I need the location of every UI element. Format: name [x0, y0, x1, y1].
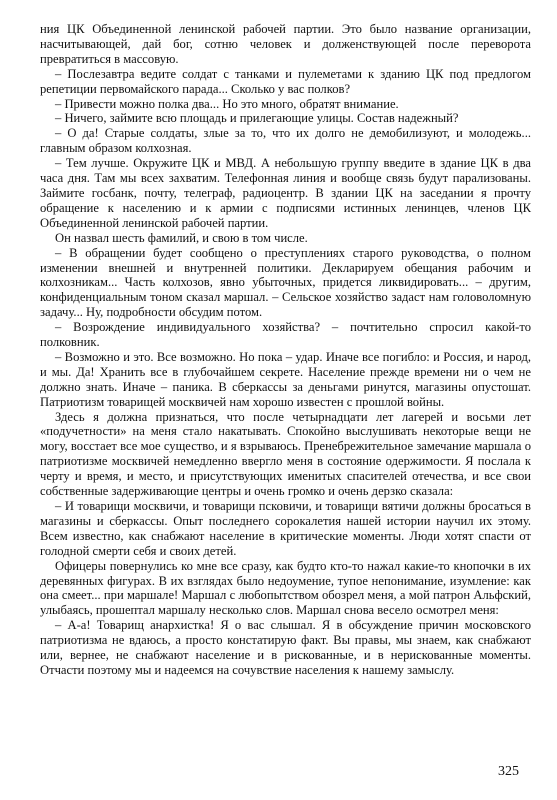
paragraph: – Послезавтра ведите солдат с танками и пулеметами к зданию ЦК под предлогом репетиции первомайского парада... Сколько у вас полков? — [40, 66, 531, 96]
paragraph: Он назвал шесть фамилий, и свою в том числе. — [55, 230, 308, 245]
paragraph: – В обращении будет сообщено о преступлениях старого руководства, о полном изменении внешней и внутренней политики. Декларируем обещания рабочим и колхозникам... Часть колхозов, явно убыточных, придется ликвидировать... – другим, конфиденциальным тоном сказал маршал. – Сельское хозяйство задаст нам головоломную задачу... Ну, подробности обсудим потом. — [40, 245, 531, 320]
page-number: 325 — [498, 764, 519, 779]
paragraph: Здесь я должна признаться, что после четырнадцати лет лагерей и восьми лет «подучетности» на меня стало накатывать. Спокойно выслушивать некоторые вещи не могу, восстает все мое существо, и я взрываюсь. Пренебрежительное замечание маршала о патриотизме москвичей немедленно ввергло меня в состояние одержимости. Я послала к черту и время, и место, и присутствующих именитых спасителей отечества, и все свои собственные задерживающие центры и очень громко и очень дерзко сказала: — [40, 409, 531, 499]
paragraph: – А-а! Товарищ анархистка! Я о вас слышал. Я в обсуждение причин московского патриотизма не вдаюсь, а просто констатирую факт. Вы правы, мы знаем, как снабжают или, вернее, не снабжают население и в рискованные, и в нерискованные моменты. Отчасти поэтому мы и надеемся на сочувствие населения к нашему замыслу. — [40, 618, 531, 677]
paragraph: ния ЦК Объединенной ленинской рабочей партии. Это было название организации, насчитывающей, дай бог, сотню человек и долженствующей после переворота превратиться в массовую. — [40, 22, 531, 66]
paragraph: – О да! Старые солдаты, злые за то, что их долго не демобилизуют, и молодежь... главным образом колхозная. — [40, 126, 531, 156]
paragraph: – И товарищи москвичи, и товарищи псковичи, и товарищи вятичи должны бросаться в магазины и сберкассы. Опыт последнего сорокалетия нашей истории научил их этому. Всем известно, как снабжают население в критические моменты. Люди хотят спасти от голодной смерти себя и своих детей. — [40, 499, 531, 558]
paragraph: – Тем лучше. Окружите ЦК и МВД. А небольшую группу введите в здание ЦК в два часа дня. Там мы всех захватим. Телефонная линия и вообще связь будут парализованы. Займите госбанк, почту, телеграф, радиоцентр. В здании ЦК на заседании я прочту обращение к населению и к армии с подписями истинных ленинцев, членов ЦК Объединенной ленинской рабочей партии. — [40, 156, 531, 230]
paragraph: – Привести можно полка два... Но это много, обратят внимание. — [55, 96, 399, 111]
paragraph: – Возможно и это. Все возможно. Но пока – удар. Иначе все погибло: и Россия, и народ, и мы. Да! Хранить все в глубочайшем секрете. Население прежде времени ни о чем не должно знать. Иначе – паника. В сберкассы за деньгами ринутся, магазины опустошат. Патриотизм товарищей москвичей нам хорошо известен с прошлой войны. — [40, 349, 531, 409]
body-text — [40, 22, 531, 678]
paragraph: – Ничего, займите всю площадь и прилегающие улицы. Состав надежный? — [55, 111, 459, 126]
paragraph: – Возрождение индивидуального хозяйства? – почтительно спросил какой-то полковник. — [40, 320, 531, 350]
paragraph: Офицеры повернулись ко мне все сразу, как будто кто-то нажал какие-то кнопочки в их деревянных фигурах. В их взглядах было недоумение, тупое непонимание, изумление: как она смеет... при маршале! Маршал с любопытством обозрел меня, а мой патрон Альфский, улыбаясь, прошептал маршалу несколько слов. Маршал снова весело осмотрел меня: — [40, 558, 531, 618]
